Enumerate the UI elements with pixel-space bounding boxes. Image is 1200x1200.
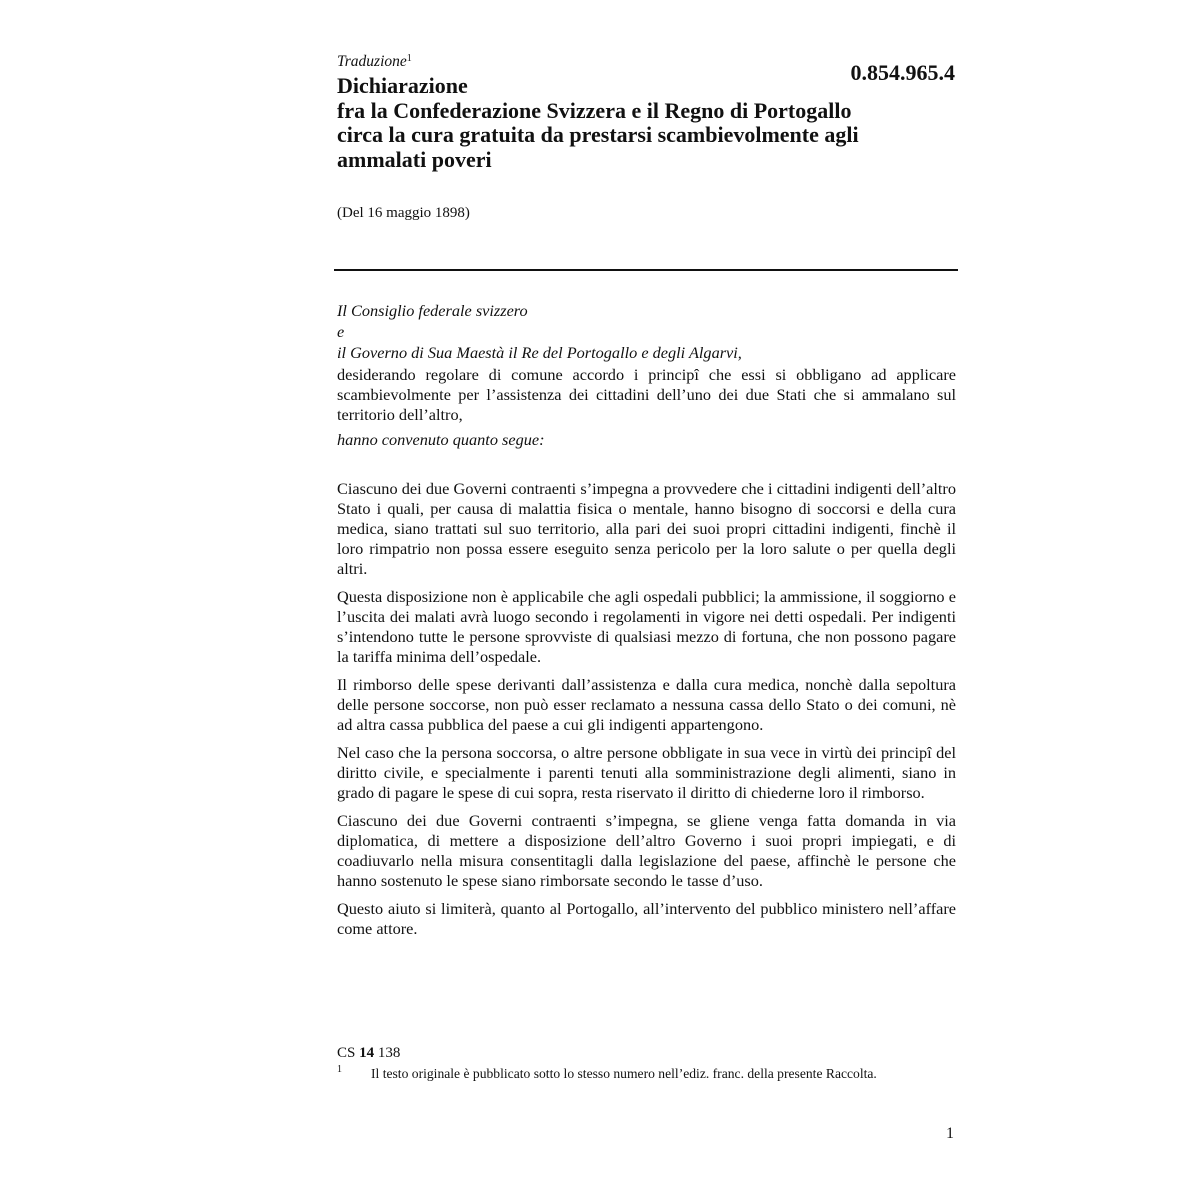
declaration-body: [337, 479, 956, 947]
collection-reference: [337, 1045, 400, 1062]
agreement-clause: hanno convenuto quanto segue:: [337, 430, 545, 449]
title-line: Dichiarazione: [337, 73, 468, 98]
paragraph: Ciascuno dei due Governi contraenti s’impegna, se gliene venga fatta domanda in via diplomatica, di mettere a disposizione dell’altro Governo i suoi propri impiegati, e di coadiuvarlo nella misura consentitagli dalla legislazione del paese, affinchè le persone che hanno sostenuto le spese siano rimborsate secondo le tasse d’uso.: [337, 811, 956, 890]
conjunction: e: [337, 322, 345, 341]
paragraph: Nel caso che la persona soccorsa, o altre persone obbligate in sua vece in virtù dei principî del diritto civile, e specialmente i parenti tenuti alla somministrazione degli alimenti, siano in grado di pagare le spese di cui sopra, resta riservato il diritto di chiederne loro il rimborso.: [337, 743, 956, 802]
title-line: circa la cura gratuita da prestarsi scambievolmente agli: [337, 122, 859, 147]
cs-page: 138: [377, 1045, 401, 1061]
footnote-reference[interactable]: 1: [406, 53, 412, 64]
party-swiss: Il Consiglio federale svizzero: [337, 301, 528, 320]
paragraph: Questa disposizione non è applicabile che agli ospedali pubblici; la ammissione, il soggiorno e l’uscita dei malati avrà luogo secondo i regolamenti in vigore nei detti ospedali. Per indigenti s’intendono tutte le persone sprovviste di qualsiasi mezzo di fortuna, che non possono pagare la tariffa minima dell’ospedale.: [337, 587, 956, 666]
preamble-purpose: desiderando regolare di comune accordo i principî che essi si obbligano ad applicare scambievolmente per l’assistenza dei cittadini dell’uno dei due Stati che si ammalano sul territorio dell’altro,: [337, 365, 956, 424]
paragraph: Questo aiuto si limiterà, quanto al Portogallo, all’intervento del pubblico ministero nell’affare come attore.: [337, 899, 956, 938]
header-divider: [334, 269, 958, 271]
cs-prefix: CS: [337, 1045, 356, 1061]
translation-label: [337, 53, 412, 71]
title-line: ammalati poveri: [337, 146, 492, 172]
page-number: 1: [946, 1125, 954, 1142]
party-portugal: il Governo di Sua Maestà il Re del Portogallo e degli Algarvi,: [337, 343, 742, 362]
preamble: [337, 300, 956, 450]
footnote-mark: 1: [337, 1064, 342, 1075]
sr-number: 0.854.965.4: [850, 60, 955, 85]
title-line: fra la Confederazione Svizzera e il Regno di Portogallo: [337, 97, 852, 123]
footnote-text: Il testo originale è pubblicato sotto lo stesso numero nell’ediz. franc. della presente Raccolta.: [371, 1066, 877, 1081]
translation-word: Traduzione: [337, 53, 407, 70]
document-title: [337, 74, 937, 172]
paragraph: Ciascuno dei due Governi contraenti s’impegna a provvedere che i cittadini indigenti dell’altro Stato i quali, per causa di malattia fisica o mentale, hanno bisogno di soccorsi e della cura medica, siano trattati sul suo territorio, alla pari dei suoi propri cittadini indigenti, finchè il loro rimpatrio non possa essere eseguito senza pericolo per la loro salute o per quella degli altri.: [337, 479, 956, 578]
cs-volume: 14: [359, 1045, 375, 1061]
paragraph: Il rimborso delle spese derivanti dall’assistenza e dalla cura medica, nonchè dalla sepoltura delle persone soccorse, non può esser reclamato a nessuna cassa dello Stato o dei comuni, nè ad altra cassa pubblica del paese a cui gli indigenti appartengono.: [337, 675, 956, 734]
footnote: [337, 1066, 947, 1082]
document-date: (Del 16 maggio 1898): [337, 205, 470, 221]
